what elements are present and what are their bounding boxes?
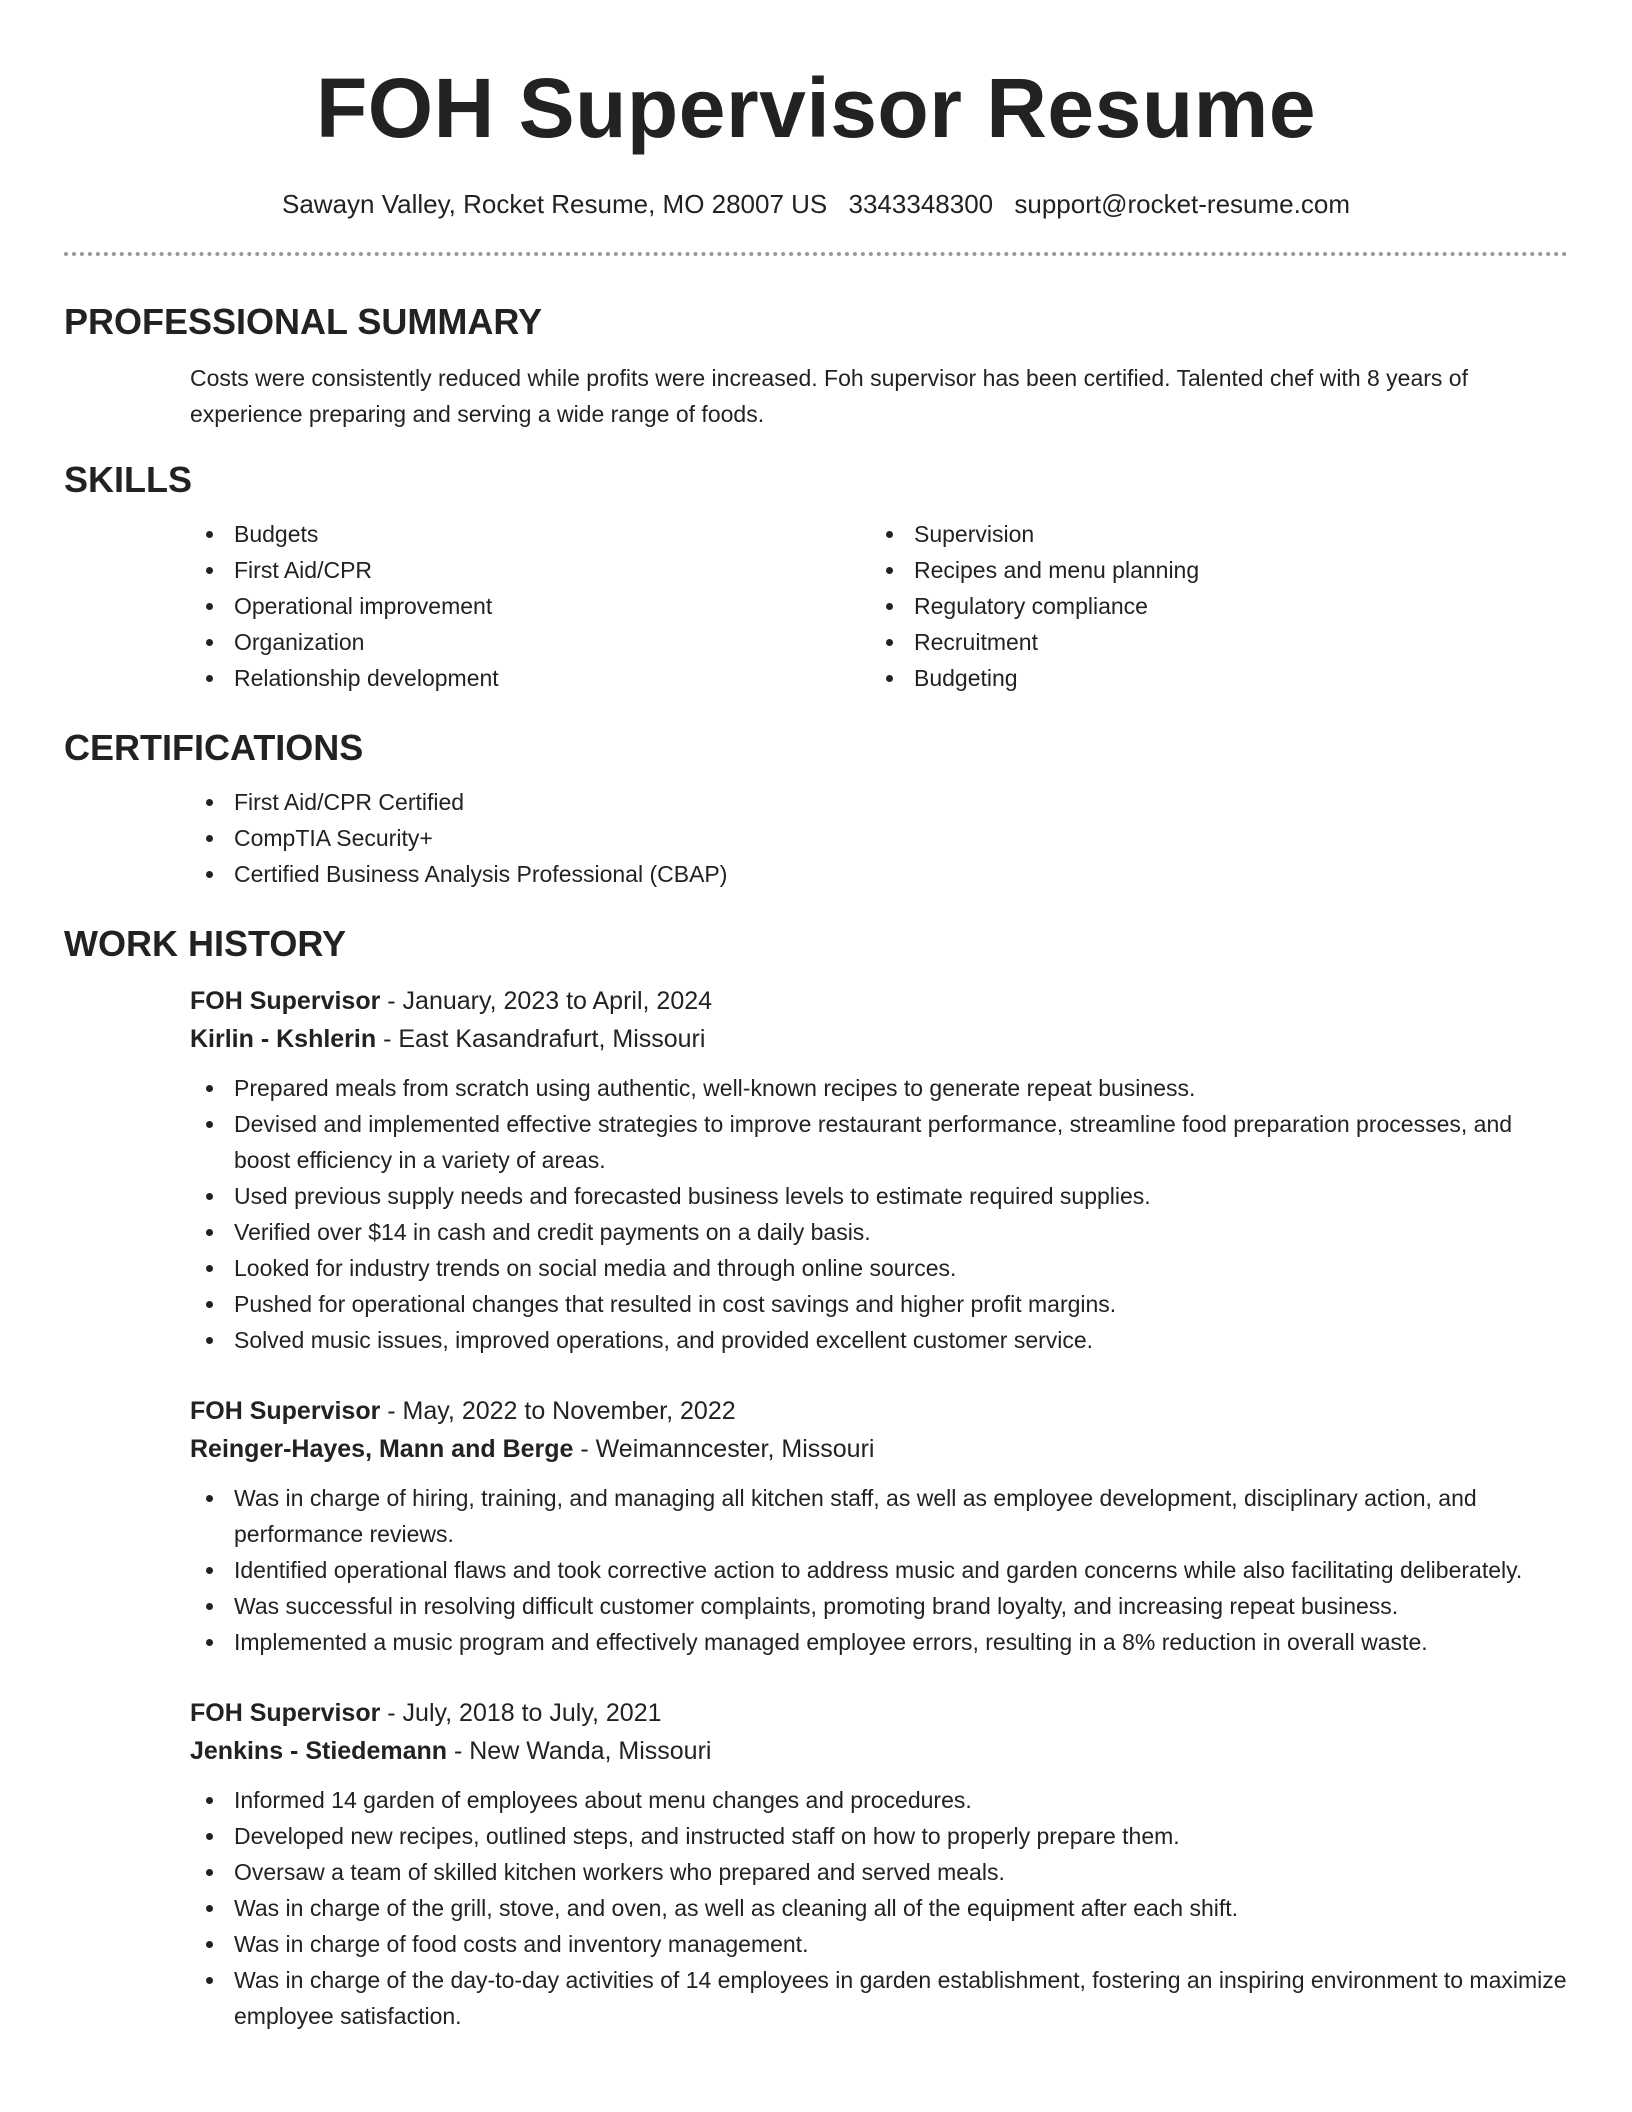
job-title-line: [190, 1392, 1568, 1430]
job-title: FOH Supervisor: [190, 1397, 381, 1425]
skill-item: Budgets: [190, 516, 870, 552]
certification-item: Certified Business Analysis Professional (CBAP): [190, 856, 1568, 892]
job-bullet: Was in charge of the grill, stove, and oven, as well as cleaning all of the equipment after each shift.: [190, 1890, 1568, 1926]
work-history-heading: WORK HISTORY: [64, 923, 347, 964]
job-location: - East Kasandrafurt, Missouri: [383, 1025, 706, 1053]
summary-heading: PROFESSIONAL SUMMARY: [64, 301, 543, 342]
job-company: Jenkins - Stiedemann: [190, 1737, 448, 1765]
resume-title: FOH Supervisor Resume: [315, 61, 1317, 155]
job-bullet: Devised and implemented effective strategies to improve restaurant performance, streamline food preparation processes, and boost efficiency in a variety of areas.: [190, 1106, 1568, 1178]
job-bullets: [190, 1480, 1568, 1660]
skills-heading: SKILLS: [64, 459, 193, 500]
job-bullet: Identified operational flaws and took corrective action to address music and garden concerns while also facilitating deliberately.: [190, 1552, 1568, 1588]
job-dates: - January, 2023 to April, 2024: [387, 987, 713, 1015]
skills-section: [64, 458, 1568, 696]
skills-list-right: [870, 516, 1550, 696]
job-bullet: Was in charge of hiring, training, and managing all kitchen staff, as well as employee development, disciplinary action, and performance reviews.: [190, 1480, 1568, 1552]
header-divider: [64, 252, 1568, 256]
job-title: FOH Supervisor: [190, 987, 381, 1015]
job-bullet: Developed new recipes, outlined steps, and instructed staff on how to properly prepare them.: [190, 1818, 1568, 1854]
contact-email: support@rocket-resume.com: [1014, 189, 1350, 219]
job-title-line: [190, 982, 1568, 1020]
certifications-wrap: [64, 784, 1568, 892]
job-location: - New Wanda, Missouri: [453, 1737, 712, 1765]
contact-phone: 3343348300: [848, 189, 994, 219]
skill-item: Recruitment: [870, 624, 1550, 660]
certifications-heading: CERTIFICATIONS: [64, 727, 364, 768]
skill-item: Relationship development: [190, 660, 870, 696]
job-bullet: Was successful in resolving difficult customer complaints, promoting brand loyalty, and increasing repeat business.: [190, 1588, 1568, 1624]
job-company-line: [190, 1430, 1568, 1468]
skill-item: First Aid/CPR: [190, 552, 870, 588]
skill-item: Recipes and menu planning: [870, 552, 1550, 588]
contact-address: Sawayn Valley, Rocket Resume, MO 28007 US: [282, 189, 828, 219]
job-company: Reinger-Hayes, Mann and Berge: [190, 1435, 574, 1463]
certifications-section: [64, 726, 1568, 892]
job-title-line: [190, 1694, 1568, 1732]
job-bullet: Was in charge of the day-to-day activities of 14 employees in garden establishment, fostering an inspiring environment to maximize employee satisfaction.: [190, 1962, 1568, 2034]
job-company: Kirlin - Kshlerin: [190, 1025, 377, 1053]
job-bullet: Verified over $14 in cash and credit payments on a daily basis.: [190, 1214, 1568, 1250]
certification-item: CompTIA Security+: [190, 820, 1568, 856]
summary-text: Costs were consistently reduced while profits were increased. Foh supervisor has been certified. Talented chef with 8 years of experience preparing and serving a wide range of foods.: [190, 365, 1468, 427]
certifications-list: [190, 784, 1568, 892]
job-bullet: Was in charge of food costs and inventory management.: [190, 1926, 1568, 1962]
job-dates: - May, 2022 to November, 2022: [387, 1397, 736, 1425]
job-bullet: Solved music issues, improved operations, and provided excellent customer service.: [190, 1322, 1568, 1358]
jobs-container: [64, 982, 1568, 2034]
skill-item: Supervision: [870, 516, 1550, 552]
skill-item: Operational improvement: [190, 588, 870, 624]
certification-item: First Aid/CPR Certified: [190, 784, 1568, 820]
job-entry: [190, 1392, 1568, 1660]
job-entry: [190, 982, 1568, 1358]
job-bullet: Used previous supply needs and forecasted business levels to estimate required supplies.: [190, 1178, 1568, 1214]
work-history-section: [64, 922, 1568, 2034]
job-bullets: [190, 1782, 1568, 2034]
skills-column-right: [870, 516, 1550, 696]
skill-item: Regulatory compliance: [870, 588, 1550, 624]
job-bullet: Prepared meals from scratch using authentic, well-known recipes to generate repeat business.: [190, 1070, 1568, 1106]
summary-section: [64, 300, 1568, 432]
job-bullet: Implemented a music program and effectively managed employee errors, resulting in a 8% reduction in overall waste.: [190, 1624, 1568, 1660]
job-bullet: Looked for industry trends on social media and through online sources.: [190, 1250, 1568, 1286]
job-bullets: [190, 1070, 1568, 1358]
skill-item: Budgeting: [870, 660, 1550, 696]
job-bullet: Pushed for operational changes that resulted in cost savings and higher profit margins.: [190, 1286, 1568, 1322]
skills-list-left: [190, 516, 870, 696]
skill-item: Organization: [190, 624, 870, 660]
job-bullet: Oversaw a team of skilled kitchen workers who prepared and served meals.: [190, 1854, 1568, 1890]
skills-column-left: [190, 516, 870, 696]
job-location: - Weimanncester, Missouri: [580, 1435, 875, 1463]
skills-columns: [64, 516, 1568, 696]
job-title: FOH Supervisor: [190, 1699, 381, 1727]
job-bullet: Informed 14 garden of employees about menu changes and procedures.: [190, 1782, 1568, 1818]
contact-line: [64, 186, 1568, 222]
job-dates: - July, 2018 to July, 2021: [387, 1699, 662, 1727]
job-company-line: [190, 1020, 1568, 1058]
job-company-line: [190, 1732, 1568, 1770]
job-entry: [190, 1694, 1568, 2034]
